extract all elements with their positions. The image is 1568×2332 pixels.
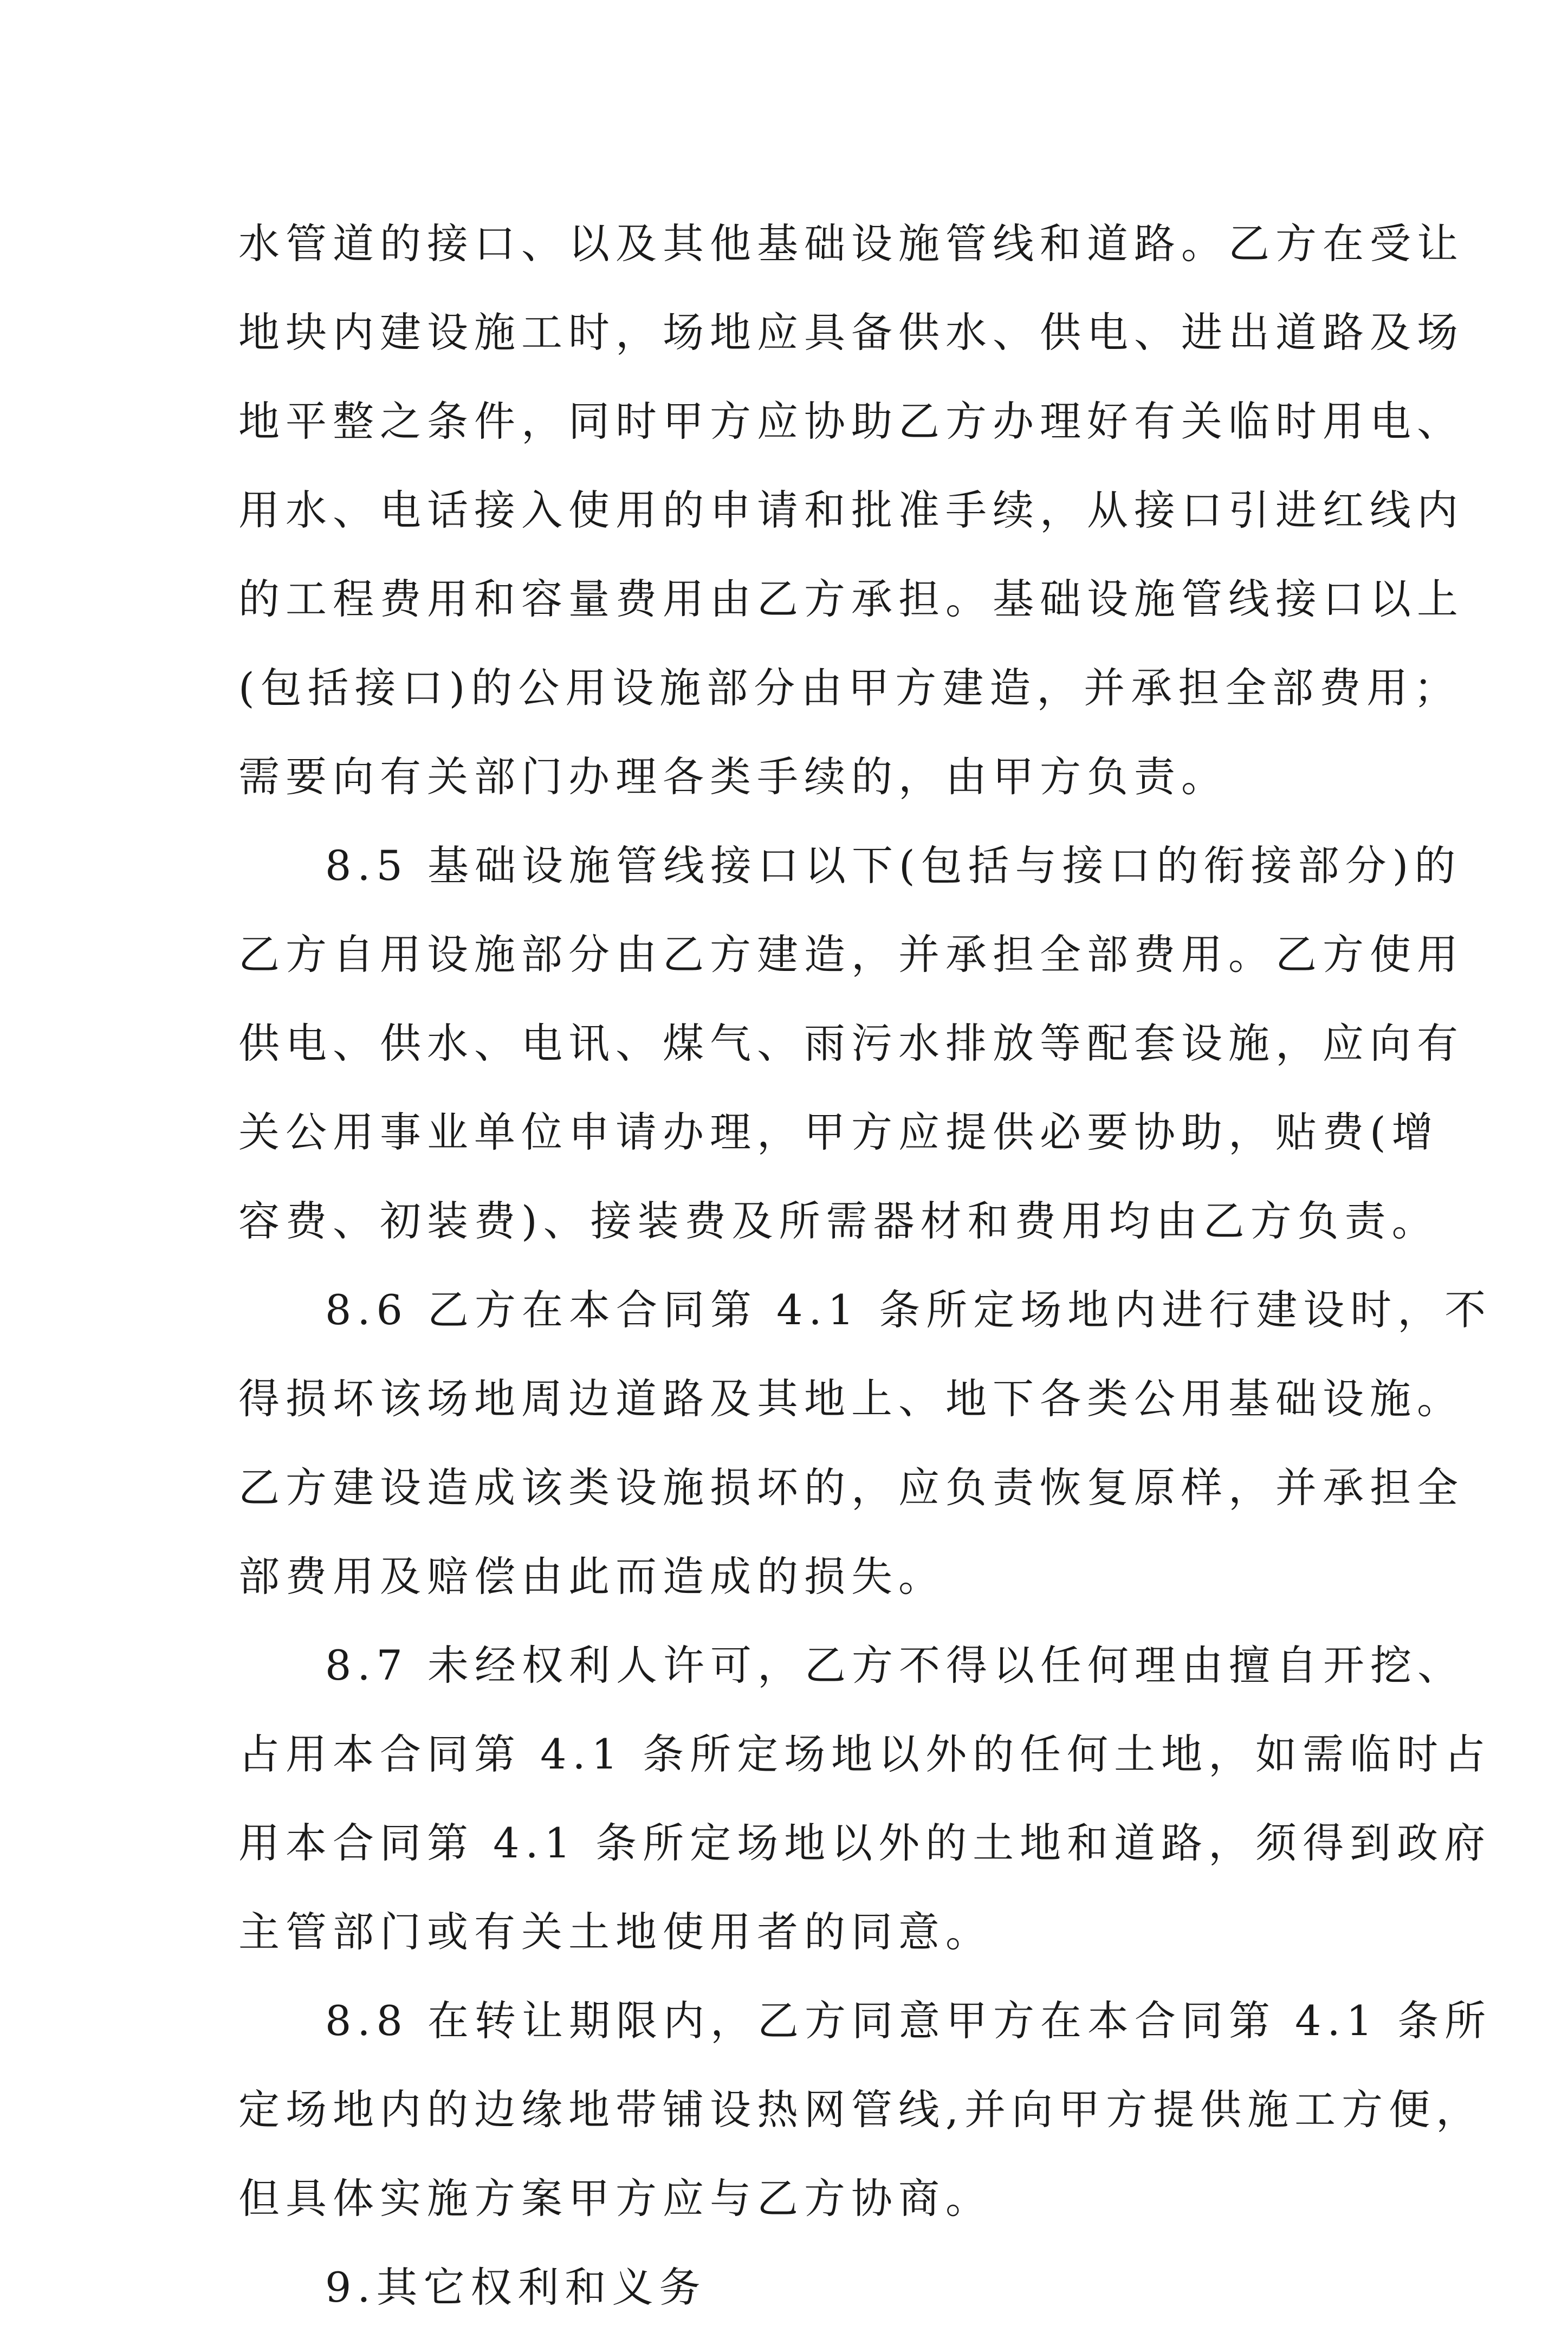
- text-line: 地平整之条件，同时甲方应协助乙方办理好有关临时用电、: [238, 397, 1464, 445]
- text-line: 占用本合同第 4.1 条所定场地以外的任何土地，如需临时占: [238, 1730, 1492, 1778]
- text-line: 用水、电话接入使用的申请和批准手续，从接口引进红线内: [238, 486, 1464, 534]
- clause-8-5-start: 8.5 基础设施管线接口以下(包括与接口的衔接部分)的: [325, 841, 1462, 890]
- text-line: 关公用事业单位申请办理，甲方应提供必要协助，贴费(增: [238, 1108, 1439, 1156]
- clause-8-7-start: 8.7 未经权利人许可，乙方不得以任何理由擅自开挖、: [325, 1641, 1465, 1689]
- text-line: 得损坏该场地周边道路及其地上、地下各类公用基础设施。: [238, 1375, 1464, 1423]
- text-line: (包括接口)的公用设施部分由甲方建造，并承担全部费用；: [238, 664, 1461, 712]
- section-9-heading: 9.其它权利和义务: [325, 2263, 707, 2311]
- text-line: 水管道的接口、以及其他基础设施管线和道路。乙方在受让: [238, 219, 1464, 268]
- text-line: 部费用及赔偿由此而造成的损失。: [238, 1552, 945, 1601]
- text-line: 乙方自用设施部分由乙方建造，并承担全部费用。乙方使用: [238, 930, 1464, 979]
- text-line: 定场地内的边缘地带铺设热网管线,并向甲方提供施工方便，: [238, 2085, 1483, 2134]
- text-line: 但具体实施方案甲方应与乙方协商。: [238, 2174, 993, 2223]
- contract-text-body: [238, 199, 1492, 2332]
- text-line: 容费、初装费)、接装费及所需器材和费用均由乙方负责。: [238, 1197, 1439, 1245]
- text-line: 供电、供水、电讯、煤气、雨污水排放等配套设施，应向有: [238, 1019, 1464, 1067]
- text-line: 主管部门或有关土地使用者的同意。: [238, 1908, 993, 1956]
- text-line: 地块内建设施工时，场地应具备供水、供电、进出道路及场: [238, 308, 1464, 357]
- text-line: 乙方建设造成该类设施损坏的，应负责恢复原样，并承担全: [238, 1463, 1464, 1512]
- text-line: 需要向有关部门办理各类手续的，由甲方负责。: [238, 753, 1228, 801]
- text-line: 用本合同第 4.1 条所定场地以外的土地和道路，须得到政府: [238, 1819, 1492, 1867]
- clause-8-8-start: 8.8 在转让期限内，乙方同意甲方在本合同第 4.1 条所: [325, 1997, 1492, 2045]
- text-line: 的工程费用和容量费用由乙方承担。基础设施管线接口以上: [238, 575, 1464, 623]
- clause-8-6-start: 8.6 乙方在本合同第 4.1 条所定场地内进行建设时，不: [325, 1286, 1492, 1334]
